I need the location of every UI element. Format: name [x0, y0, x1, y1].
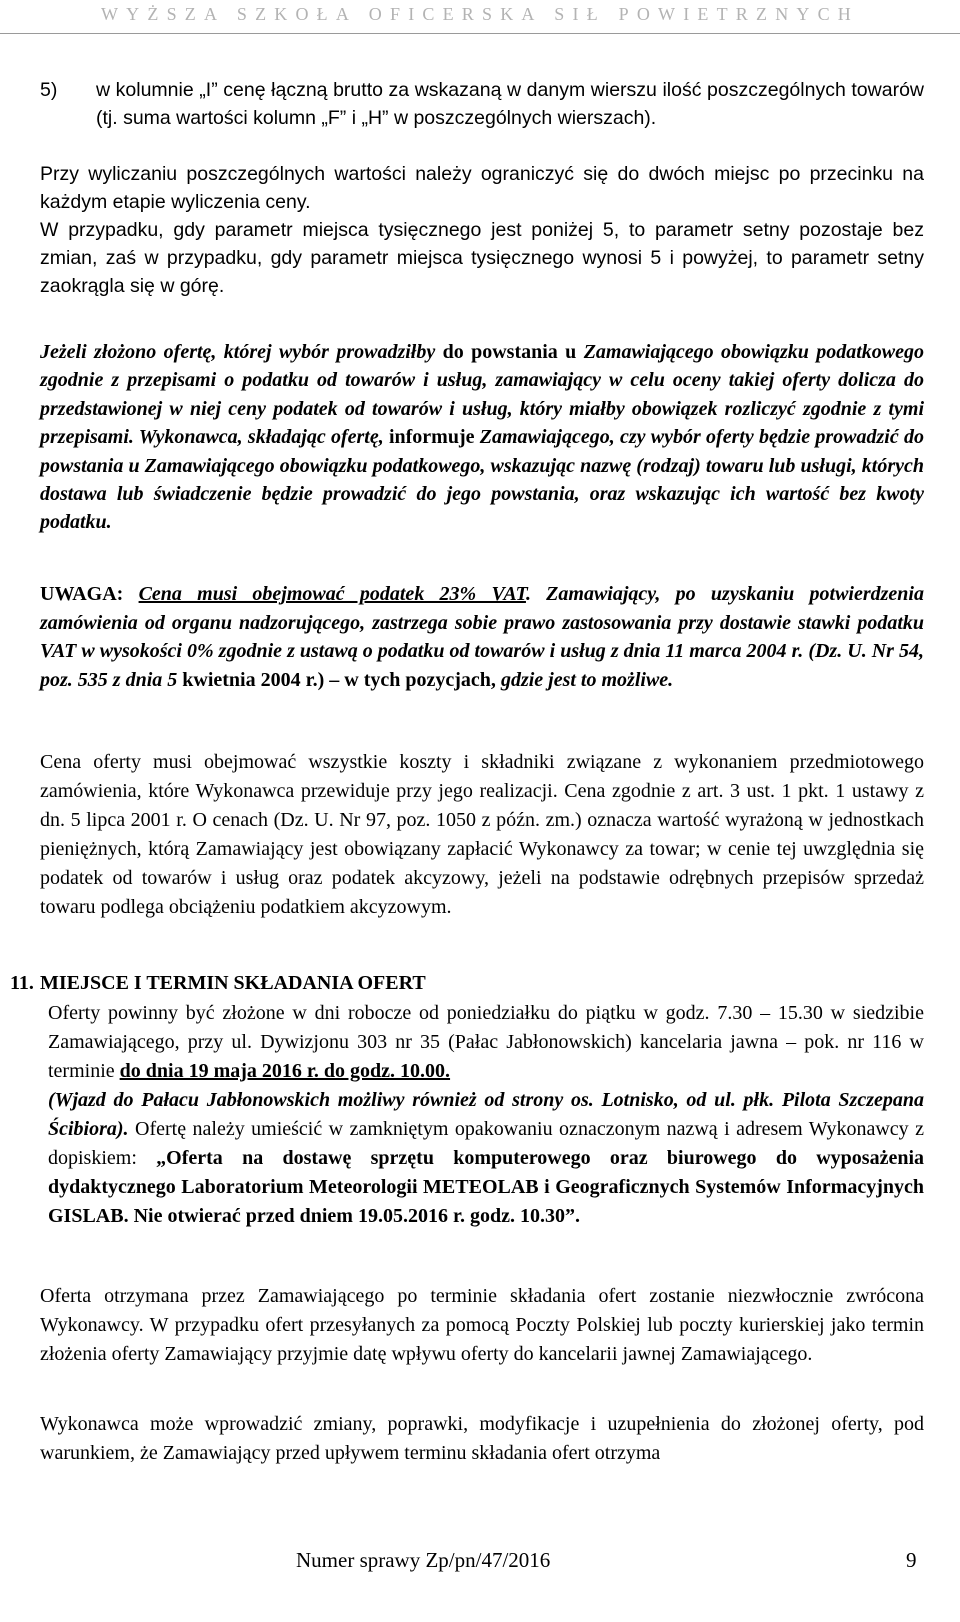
case-number: Numer sprawy Zp/pn/47/2016 [296, 1548, 551, 1572]
vat-text-2: do powstania u [442, 341, 577, 363]
vat-requirement: Cena musi obejmować podatek 23% VAT [138, 583, 526, 605]
submission-text-1: Oferty powinny być złożone w dni robocze od poniedziałku do piątku w godz. 7.30 – 15.30 w siedzibie Zamawiającego, przy ul. Dywizjonu 303 nr 35 (Pałac Jabłonowskich) kancelaria jawna – pok. nr 116 w terminie [48, 1002, 924, 1082]
vat-obligation-paragraph [40, 338, 924, 537]
list-item-number: 5) [40, 79, 58, 101]
vat-text-5: Zamawiającego, czy wybór oferty będzie prowadzić do powstania u Zamawiającego obowiązku podatkowego, wskazując nazwę (rodzaj) towaru lub usługi, których dostawa lub świadczenie będzie prowadzić do jego powstania, oraz wskazując ich wartość bez kwoty podatku. [40, 426, 924, 534]
uwaga-label: UWAGA: [40, 583, 139, 605]
submission-deadline: do dnia 19 maja 2016 r. do godz. 10.00. [119, 1060, 451, 1082]
submission-text-2: Ofertę należy umieścić w zamkniętym opakowaniu oznaczonym nazwą i adresem Wykonawcy z dopiskiem: [48, 1118, 924, 1169]
uwaga-paragraph [40, 580, 924, 694]
submission-paragraph [48, 999, 924, 1231]
uwaga-text-2: kwietnia 2004 r.) – w tych pozycjach, [182, 668, 496, 691]
list-item-text: w kolumnie „I” cenę łączną brutto za wskazaną w danym wierszu ilość poszczególnych towarów (tj. suma wartości kolumn „F” i „H” w poszczególnych wierszach). [96, 79, 924, 129]
price-definition-paragraph: Cena oferty musi obejmować wszystkie koszty i składniki związane z wykonaniem przedmiotowego zamówienia, które Wykonawca przewiduje przy jego realizacji. Cena zgodnie z art. 3 ust. 1 pkt. 1 ustawy z dn. 5 lipca 2001 r. O cenach (Dz. U. Nr 97, poz. 1050 z późn. zm.) oznacza wartość wyrażoną w jednostkach pieniężnych, którą Zamawiający jest obowiązany zapłacić Wykonawcy za towar; w cenie tej uwzględnia się podatek od towarów i usług oraz podatek akcyzowy, jeżeli na podstawie odrębnych przepisów sprzedaż towaru podlega obciążeniu podatkiem akcyzowym. [40, 751, 924, 918]
rounding-paragraph: Przy wyliczaniu poszczególnych wartości należy ograniczyć się do dwóch miejsc po przecinku na każdym etapie wyliczenia ceny. [40, 163, 924, 213]
vat-text-3: Zamawiającego obowiązku podatkowego zgodnie z przepisami o podatku od towarów i usług, zamawiający w celu oceny takiej oferty dolicza do przedstawionej w niej ceny podatek od towarów i usług, który miałby obowiązek rozliczyć zgodnie z tymi przepisami. Wykonawca, składając ofertę, [40, 341, 925, 449]
access-note: (Wjazd do Pałacu Jabłonowskich możliwy również od strony os. Lotnisko, od ul. płk. Pilota Szczepana Ścibiora). [48, 1089, 924, 1140]
section-number: 11. [10, 972, 34, 994]
section-title: MIEJSCE I TERMIN SKŁADANIA OFERT [40, 972, 426, 994]
header-divider [0, 33, 960, 34]
page-number: 9 [906, 1548, 917, 1572]
uwaga-text-3: gdzie jest to możliwe. [495, 668, 674, 691]
late-offers-paragraph: Oferta otrzymana przez Zamawiającego po terminie składania ofert zostanie niezwłocznie zwrócona Wykonawcy. W przypadku ofert przesyłanych za pomocą Poczty Polskiej lub poczty kurierskiej jako termin złożenia oferty Zamawiający przyjmie datę wpływu oferty do kancelarii jawnej Zamawiającego. [40, 1285, 924, 1365]
uwaga-text-1: . Zamawiający, po uzyskaniu potwierdzenia zamówienia od organu nadzorującego, zastrzega sobie prawo zastosowania przy dostawie stawki podatku VAT w wysokości 0% zgodnie z ustawą o podatku od towarów i usług z dnia 11 marca 2004 r. (Dz. U. Nr 54, poz. 535 z dnia 5 [40, 583, 924, 691]
envelope-label: „Oferta na dostawę sprzętu komputerowego oraz biurowego do wyposażenia dydaktycznego Laboratorium Meteorologii METEOLAB i Geograficznych Systemów Informacyjnych GISLAB. Nie otwierać przed dniem 19.05.2016 r. godz. 10.30”. [48, 1147, 925, 1227]
institution-header: WYŻSZA SZKOŁA OFICERSKA SIŁ POWIETRZNYCH [100, 4, 859, 24]
vat-text-1: Jeżeli złożono ofertę, której wybór prowadziłby [40, 341, 443, 363]
rounding-rule-paragraph: W przypadku, gdy parametr miejsca tysięcznego jest poniżej 5, to parametr setny pozostaje bez zmian, zaś w przypadku, gdy parametr miejsca tysięcznego wynosi 5 i powyżej, to parametr setny zaokrągla się w górę. [40, 219, 924, 297]
changes-paragraph: Wykonawca może wprowadzić zmiany, poprawki, modyfikacje i uzupełnienia do złożonej oferty, pod warunkiem, że Zamawiający przed upływem terminu składania ofert otrzyma [40, 1413, 924, 1464]
section-11-heading [10, 972, 426, 995]
list-item-5 [40, 76, 924, 132]
vat-text-4: informuje [388, 426, 475, 449]
